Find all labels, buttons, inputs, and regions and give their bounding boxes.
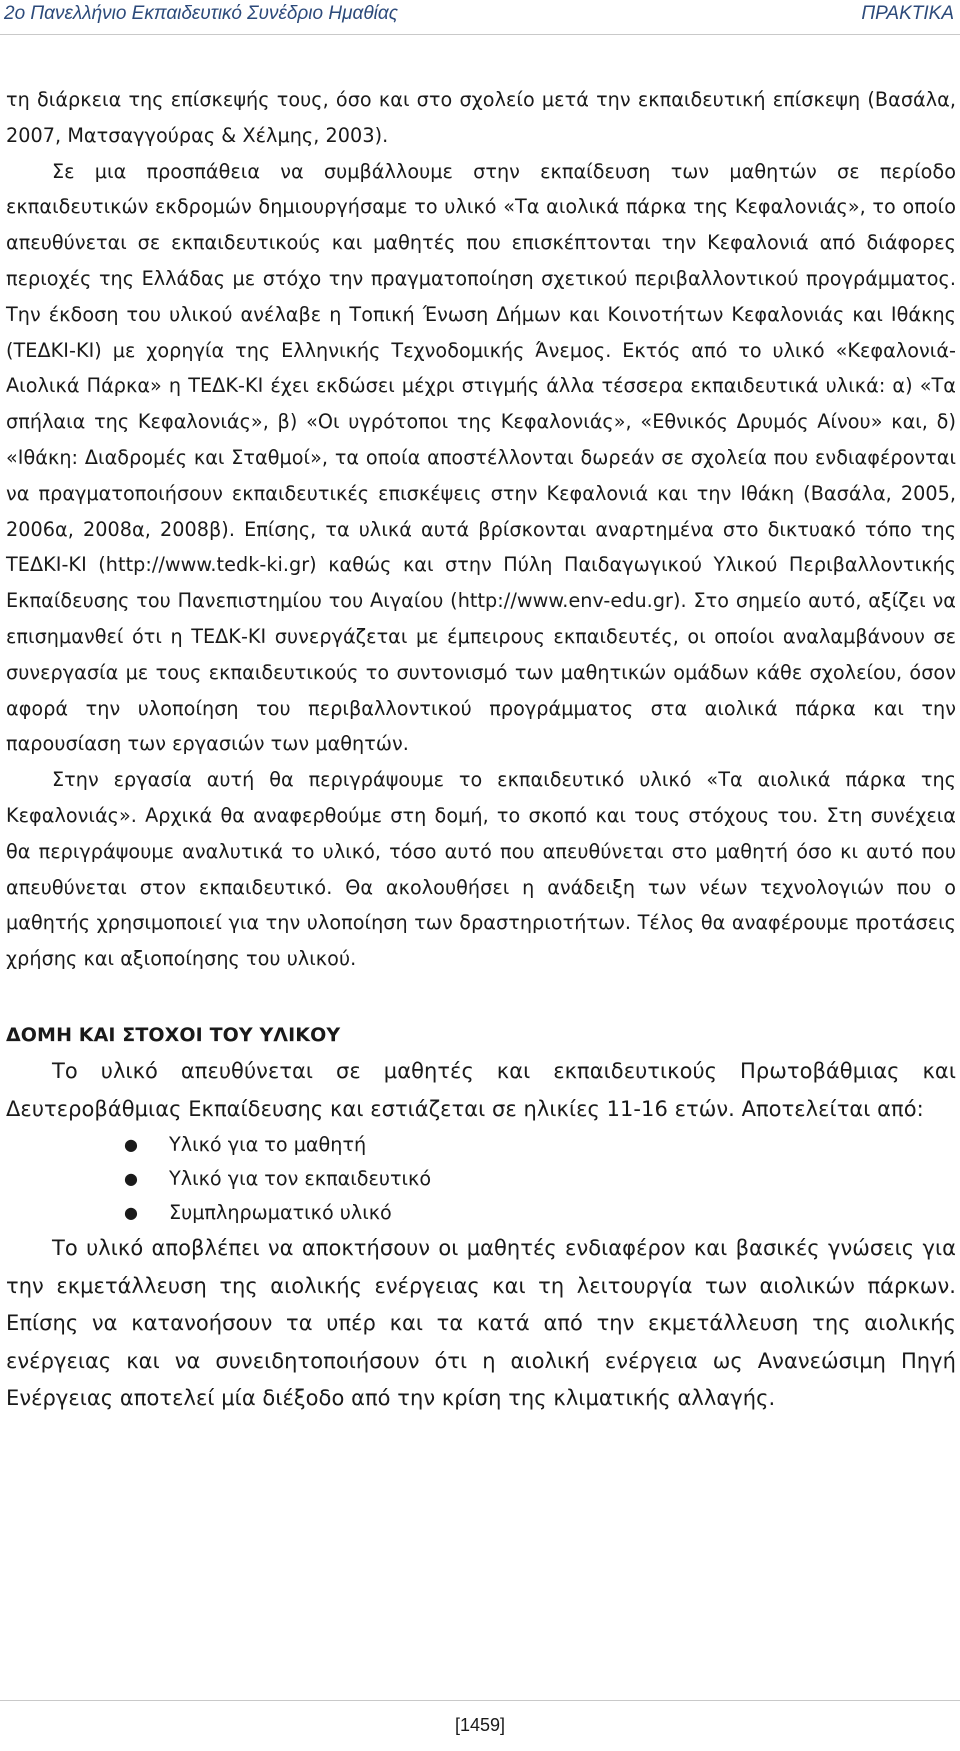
list-item — [6, 1162, 956, 1196]
running-header — [0, 0, 960, 34]
list-item-label: Υλικό για τον εκπαιδευτικό — [169, 1167, 432, 1191]
material-components-list — [6, 1128, 956, 1230]
section-intro-paragraph: Το υλικό απευθύνεται σε μαθητές και εκπαιδευτικούς Πρωτοβάθμιας και Δευτεροβάθμιας Εκπαίδευσης και εστιάζεται σε ηλικίες 11-16 ετών. Αποτελείται από: — [6, 1058, 956, 1121]
list-item-label: Υλικό για το μαθητή — [169, 1133, 367, 1157]
page-number: [1459] — [454, 1715, 506, 1735]
paragraph-material-description: Σε μια προσπάθεια να συμβάλλουμε στην εκπαίδευση των μαθητών σε περίοδο εκπαιδευτικών εκδρομών δημιουργήσαμε το υλικό «Τα αιολικά πάρκα της Κεφαλονιάς», το οποίο απευθύνεται σε εκπαιδευτικούς και μαθητές που επισκέπτονται την Κεφαλονιά από διάφορες περιοχές της Ελλάδας με στόχο την πραγματοποίηση σχετικού περιβαλλοντικού προγράμματος. Την έκδοση του υλικού ανέλαβε η Τοπική Ένωση Δήμων και Κοινοτήτων Κεφαλονιάς και Ιθάκης (ΤΕΔΚΙ-ΚΙ) με χορηγία της Ελληνικής Τεχνοδομικής Άνεμος. Εκτός από το υλικό «Κεφαλονιά-Αιολικά Πάρκα» η ΤΕΔΚ-ΚΙ έχει εκδώσει μέχρι στιγμής άλλα τέσσερα εκπαιδευτικά υλικά: α) «Τα σπήλαια της Κεφαλονιάς», β) «Οι υγρότοποι της Κεφαλονιάς», «Εθνικός Δρυμός Αίνου» και, δ) «Ιθάκη: Διαδρομές και Σταθμοί», τα οποία αποστέλλονται δωρεάν σε σχολεία που ενδιαφέρονται να πραγματοποιήσουν εκπαιδευτικές επισκέψεις στην Κεφαλονιά και την Ιθάκη (Βασάλα, 2005, 2006α, 2008α, 2008β). Επίσης, τα υλικά αυτά βρίσκονται αναρτημένα στο δικτυακό τόπο της ΤΕΔΚΙ-ΚΙ (http://www.tedk-ki.gr) καθώς και στην Πύλη Παιδαγωγικού Υλικού Περιβαλλοντικής Εκπαίδευσης του Πανεπιστημίου του Αιγαίου (http://www.env-edu.gr). Στο σημείο αυτό, αξίζει να επισημανθεί ότι η ΤΕΔΚ-ΚΙ συνεργάζεται με έμπειρους εκπαιδευτές, οι οποίοι αναλαμβάνουν σε συνεργασία με τους εκπαιδευτικούς το συντονισμό των μαθητικών ομάδων κάθε σχολείου, όσον αφορά την υλοποίηση του περιβαλλοντικού προγράμματος στα αιολικά πάρκα και την παρουσίαση των εργασιών των μαθητών. — [6, 159, 956, 756]
header-divider — [0, 34, 960, 35]
paragraph-continuation: τη διάρκεια της επίσκεψής τους, όσο και στο σχολείο μετά την εκπαιδευτική επίσκεψη (Βασάλα, 2007, Ματσαγγούρας & Χέλμης, 2003). — [6, 88, 956, 147]
footer-divider — [0, 1700, 960, 1701]
bullet-icon: ● — [124, 1203, 138, 1223]
section-heading: ΔΟΜΗ ΚΑΙ ΣΤΟΧΟΙ ΤΟΥ ΥΛΙΚΟΥ — [6, 1023, 341, 1046]
list-item — [6, 1128, 956, 1162]
bullet-icon: ● — [124, 1169, 138, 1189]
conference-title: 2ο Πανελλήνιο Εκπαιδευτικό Συνέδριο Ημαθίας — [4, 3, 398, 24]
paragraph-paper-outline: Στην εργασία αυτή θα περιγράψουμε το εκπαιδευτικό υλικό «Τα αιολικά πάρκα της Κεφαλονιάς». Αρχικά θα αναφερθούμε στη δομή, το σκοπό και τους στόχους του. Στη συνέχεια θα περιγράψουμε αναλυτικά το υλικό, τόσο αυτό που απευθύνεται στο μαθητή όσο κι αυτό που απευθύνεται στον εκπαιδευτικό. Θα ακολουθήσει η ανάδειξη των νέων τεχνολογιών που ο μαθητής χρησιμοποιεί για την υλοποίηση των δραστηριοτήτων. Τέλος θα αναφέρουμε προτάσεις χρήσης και αξιοποίησης του υλικού. — [6, 768, 956, 971]
bullet-icon: ● — [124, 1135, 138, 1155]
proceedings-label: ΠΡΑΚΤΙΚΑ — [861, 3, 954, 24]
section-closing-paragraph: Το υλικό αποβλέπει να αποκτήσουν οι μαθητές ενδιαφέρον και βασικές γνώσεις για την εκμετάλλευση της αιολικής ενέργειας και τη λειτουργία των αιολικών πάρκων. Επίσης να κατανοήσουν τα υπέρ και τα κατά από την εκμετάλλευση της αιολικής ενέργειας και να συνειδητοποιήσουν ότι η αιολική ενέργεια ως Ανανεώσιμη Πηγή Ενέργειας αποτελεί μία διέξοδο από την κρίση της κλιματικής αλλαγής. — [6, 1236, 956, 1411]
list-item-label: Συμπληρωματικό υλικό — [169, 1201, 392, 1225]
page-body — [6, 82, 956, 1418]
list-item — [6, 1196, 956, 1230]
